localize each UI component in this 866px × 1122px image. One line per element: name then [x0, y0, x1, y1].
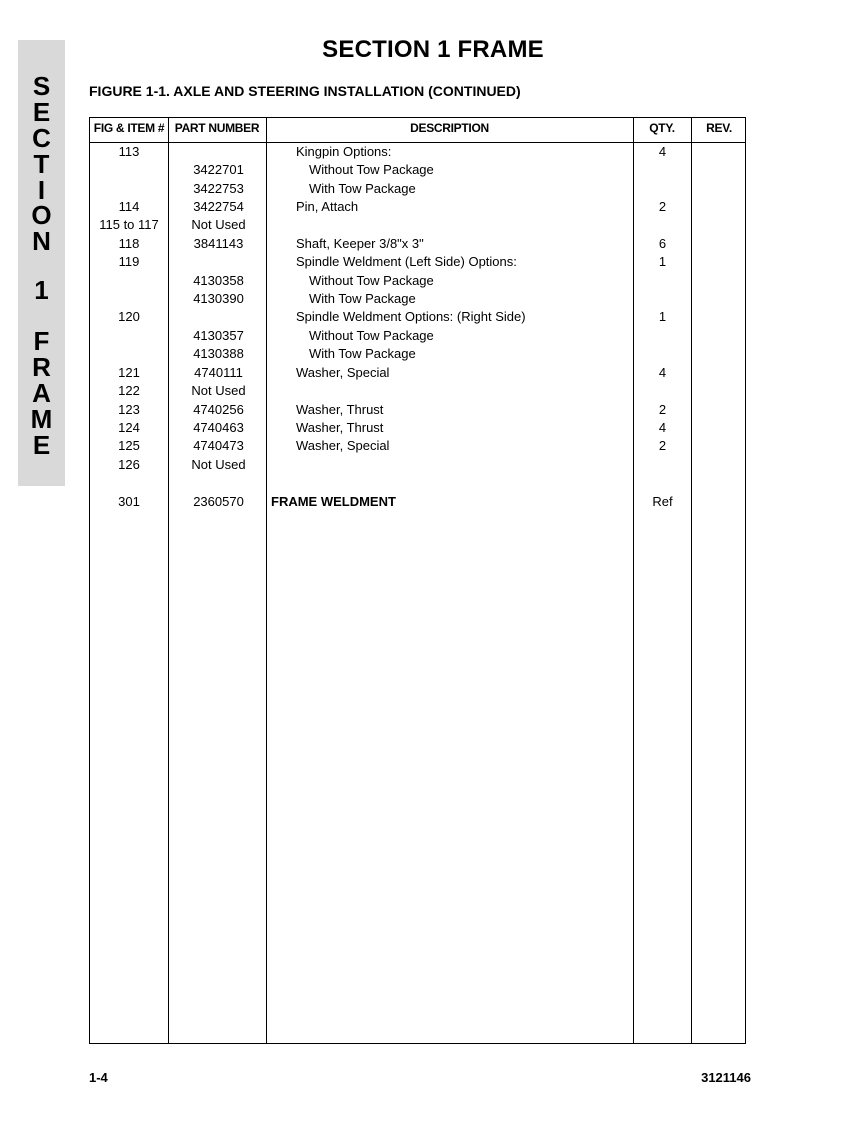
fig-item-cell: 123 [118, 402, 140, 417]
part-number-cell: 4740256 [193, 402, 244, 417]
part-number-cell: 4130390 [193, 291, 244, 306]
qty-cell: 2 [658, 199, 667, 214]
description-cell: Spindle Weldment (Left Side) Options: [296, 254, 517, 269]
page-number: 1-4 [89, 1070, 108, 1085]
part-number-cell: 3422753 [193, 181, 244, 196]
part-number-cell: Not Used [191, 217, 246, 232]
side-tab-letter: C [32, 123, 51, 153]
side-tab-letter: I [37, 175, 46, 205]
qty-cell: 4 [658, 365, 667, 380]
qty-cell: Ref [652, 494, 673, 509]
description-cell: Washer, Special [296, 365, 390, 380]
qty-cell: 1 [658, 309, 667, 324]
description-cell: Without Tow Package [309, 273, 434, 288]
side-tab-letter: A [32, 378, 51, 408]
description-cell: Washer, Thrust [296, 420, 384, 435]
side-tab-letter: M [30, 404, 53, 434]
description-cell: Kingpin Options: [296, 144, 392, 159]
qty-cell: 2 [658, 402, 667, 417]
qty-cell: 1 [658, 254, 667, 269]
header-description: DESCRIPTION [410, 121, 489, 135]
header-rev: REV. [706, 121, 732, 135]
side-tab-letter: S [32, 71, 51, 101]
column-divider [168, 118, 169, 1043]
description-cell: With Tow Package [309, 181, 416, 196]
side-tab-letter: N [32, 226, 51, 256]
part-number-cell: Not Used [191, 383, 246, 398]
fig-item-cell: 301 [118, 494, 140, 509]
side-tab-letter: T [33, 149, 50, 179]
part-number-cell: 4130358 [193, 273, 244, 288]
side-tab-letter: 1 [34, 275, 49, 305]
description-cell: Shaft, Keeper 3/8"x 3" [296, 236, 424, 251]
fig-item-cell: 114 [118, 199, 140, 214]
side-tab-letter: R [32, 352, 51, 382]
fig-item-cell: 113 [118, 144, 140, 159]
qty-cell: 4 [658, 420, 667, 435]
part-number-cell: 4740463 [193, 420, 244, 435]
part-number-cell: 4130388 [193, 346, 244, 361]
side-section-tab [18, 40, 65, 486]
description-cell: Washer, Special [296, 438, 390, 453]
header-qty: QTY. [649, 121, 675, 135]
side-tab-letter: O [31, 200, 52, 230]
qty-cell: 2 [658, 438, 667, 453]
description-cell: FRAME WELDMENT [271, 494, 396, 509]
fig-item-cell: 120 [118, 309, 140, 324]
side-tab-letter: E [32, 430, 51, 460]
description-cell: With Tow Package [309, 346, 416, 361]
fig-item-cell: 115 to 117 [99, 217, 159, 232]
part-number-cell: 3422754 [193, 199, 244, 214]
header-part-number: PART NUMBER [174, 121, 260, 135]
description-cell: With Tow Package [309, 291, 416, 306]
section-title: SECTION 1 FRAME [322, 36, 544, 63]
part-number-cell: 4130357 [193, 328, 244, 343]
part-number-cell: 3841143 [193, 236, 244, 251]
fig-item-cell: 125 [118, 438, 140, 453]
qty-cell: 4 [658, 144, 667, 159]
part-number-cell: 4740111 [194, 365, 243, 380]
header-divider [90, 142, 745, 143]
qty-cell: 6 [658, 236, 667, 251]
description-cell: Spindle Weldment Options: (Right Side) [296, 309, 526, 324]
header-fig-item: FIG & ITEM # [93, 121, 165, 135]
fig-item-cell: 124 [118, 420, 140, 435]
figure-title: FIGURE 1-1. AXLE AND STEERING INSTALLATION (CONTINUED) [89, 83, 521, 99]
description-cell: Washer, Thrust [296, 402, 384, 417]
document-number: 3121146 [701, 1070, 751, 1085]
description-cell: Without Tow Package [309, 162, 434, 177]
parts-table [89, 117, 746, 1044]
fig-item-cell: 121 [118, 365, 140, 380]
fig-item-cell: 122 [118, 383, 140, 398]
description-cell: Without Tow Package [309, 328, 434, 343]
fig-item-cell: 126 [118, 457, 140, 472]
part-number-cell: Not Used [191, 457, 246, 472]
part-number-cell: 2360570 [193, 494, 244, 509]
column-divider [691, 118, 692, 1043]
side-tab-letter: E [32, 97, 51, 127]
part-number-cell: 3422701 [193, 162, 244, 177]
fig-item-cell: 119 [118, 254, 140, 269]
column-divider [266, 118, 267, 1043]
side-tab-letter: F [33, 326, 50, 356]
description-cell: Pin, Attach [296, 199, 359, 214]
fig-item-cell: 118 [118, 236, 140, 251]
part-number-cell: 4740473 [193, 438, 244, 453]
